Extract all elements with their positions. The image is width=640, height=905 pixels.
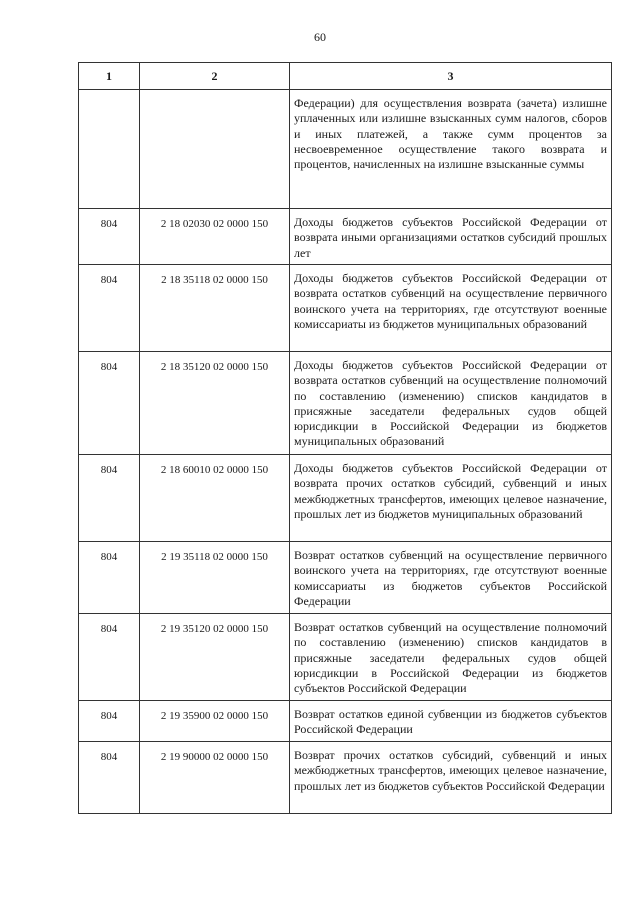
budget-code-cell: 2 19 35120 02 0000 150 bbox=[140, 614, 290, 701]
budget-code-cell: 2 19 90000 02 0000 150 bbox=[140, 742, 290, 814]
admin-code-cell: 804 bbox=[79, 742, 140, 814]
admin-code-cell: 804 bbox=[79, 265, 140, 352]
admin-code-cell: 804 bbox=[79, 209, 140, 265]
table-row bbox=[79, 742, 612, 814]
budget-code-cell: 2 19 35118 02 0000 150 bbox=[140, 542, 290, 614]
table-row bbox=[79, 265, 612, 352]
table-row bbox=[79, 455, 612, 542]
admin-code-cell: 804 bbox=[79, 455, 140, 542]
admin-code-cell: 804 bbox=[79, 701, 140, 742]
description-cell: Возврат остатков единой субвенции из бюджетов субъектов Российской Федерации bbox=[290, 701, 612, 742]
budget-code-cell: 2 18 35118 02 0000 150 bbox=[140, 265, 290, 352]
description-cell: Федерации) для осуществления возврата (зачета) излишне уплаченных или излишне взысканных сумм налогов, сборов и иных платежей, а также сумм процентов за несвоевременное осуществление такого возврата и процентов, начисленных на излишне взысканные суммы bbox=[290, 90, 612, 209]
description-cell: Возврат остатков субвенций на осуществление полномочий по составлению (изменению) списков кандидатов в присяжные заседатели федеральных судов общей юрисдикции в Российской Федерации из бюджетов субъектов Российской Федерации bbox=[290, 614, 612, 701]
table-row bbox=[79, 90, 612, 209]
column-header-3: 3 bbox=[290, 63, 612, 90]
description-cell: Возврат остатков субвенций на осуществление первичного воинского учета на территориях, где отсутствуют военные комиссариаты из бюджетов субъектов Российской Федерации bbox=[290, 542, 612, 614]
admin-code-cell: 804 bbox=[79, 352, 140, 455]
column-header-2: 2 bbox=[140, 63, 290, 90]
description-cell: Возврат прочих остатков субсидий, субвенций и иных межбюджетных трансфертов, имеющих целевое назначение, прошлых лет из бюджетов субъектов Российской Федерации bbox=[290, 742, 612, 814]
table-row bbox=[79, 209, 612, 265]
table-row bbox=[79, 614, 612, 701]
admin-code-cell bbox=[79, 90, 140, 209]
budget-classification-table bbox=[78, 62, 612, 814]
budget-code-cell: 2 19 35900 02 0000 150 bbox=[140, 701, 290, 742]
description-cell: Доходы бюджетов субъектов Российской Федерации от возврата остатков субвенций на осуществление полномочий по составлению (изменению) списков кандидатов в присяжные заседатели федеральных судов общей юрисдикции в Российской Федерации из бюджетов муниципальных образований bbox=[290, 352, 612, 455]
description-cell: Доходы бюджетов субъектов Российской Федерации от возврата остатков субвенций на осуществление первичного воинского учета на территориях, где отсутствуют военные комиссариаты из бюджетов муниципальных образований bbox=[290, 265, 612, 352]
table-row bbox=[79, 352, 612, 455]
description-cell: Доходы бюджетов субъектов Российской Федерации от возврата иными организациями остатков субсидий прошлых лет bbox=[290, 209, 612, 265]
budget-code-cell: 2 18 60010 02 0000 150 bbox=[140, 455, 290, 542]
table-row bbox=[79, 701, 612, 742]
page-number: 60 bbox=[314, 30, 326, 44]
table-header-row bbox=[79, 63, 612, 90]
budget-code-cell: 2 18 02030 02 0000 150 bbox=[140, 209, 290, 265]
description-cell: Доходы бюджетов субъектов Российской Федерации от возврата прочих остатков субсидий, субвенций и иных межбюджетных трансфертов, имеющих целевое назначение, прошлых лет из бюджетов муниципальных образований bbox=[290, 455, 612, 542]
budget-code-cell: 2 18 35120 02 0000 150 bbox=[140, 352, 290, 455]
column-header-1: 1 bbox=[79, 63, 140, 90]
budget-code-cell bbox=[140, 90, 290, 209]
table-row bbox=[79, 542, 612, 614]
admin-code-cell: 804 bbox=[79, 542, 140, 614]
admin-code-cell: 804 bbox=[79, 614, 140, 701]
